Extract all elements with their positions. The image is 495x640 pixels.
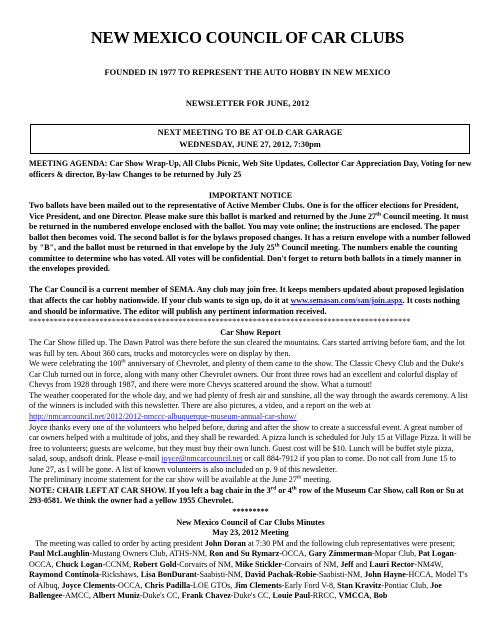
car-show-text-1: The Car Show filled up. The Dawn Patrol was there before the sun cleared the mountains. Cars started arriving before 6am, and the lot was full by ten. About 360 cars, trucks and motorcycles were on display by then.	[29, 338, 465, 358]
joyce-email-link[interactable]: joyce@nmcarcouncil.net	[161, 454, 243, 464]
chair-note: NOTE: CHAIR LEFT AT CAR SHOW. If you left a bag chair in the 3rd or 4th row of the Museum Car Show, call Ron or Su at 293-0581. We think the owner had a yellow 1955 Chevrolet.	[29, 485, 464, 506]
newsletter-date: NEWSLETTER FOR JUNE, 2012	[185, 99, 310, 108]
car-show-text-2: We were celebrating the 100th anniversary of Chevrolet, and plenty of them came to the show. The Classic Chevy Club and the Duke's Car Club turned out in force, along with many other Chevrolet owners. Our front three rows had an excellent and colorful display of Chevys from 1928 through 1987, and there were more Chevys scattered around the show. What a turnout!	[29, 358, 464, 390]
car-show-report-link[interactable]: http://nmcarcouncil.net/2012/2012-nmccc-albuquerque-museum-annual-car-show/	[29, 412, 297, 422]
sema-join-link[interactable]: www.semasan.com/san/join.aspx	[290, 296, 403, 306]
founding-subtitle: FOUNDED IN 1977 TO REPRESENT THE AUTO HOBBY IN NEW MEXICO	[104, 68, 391, 77]
sema-paragraph: The Car Council is a current member of SEMA. Any club may join free. It keeps members updated about proposed legislation that affects the car hobby nationwide. If your club wants to sign up, do it at www.semasan.com/san/join.aspx. It costs nothing and should be informative. The editor will publish any pertinent information received.	[29, 285, 464, 316]
section-divider: *********	[232, 506, 269, 516]
car-show-text-5: The preliminary income statement for the car show will be available at the June 27th meeting.	[29, 474, 332, 485]
minutes-heading: New Mexico Council of Car Clubs Minutes	[176, 517, 325, 527]
minutes-text: The meeting was called to order by acting president John Doran at 7:30 PM and the following club representatives were present; Paul McLaughlin-Mustang Owners Club, ATHS-NM, Ron and Su Rymarz-OCCA, Gary Zimmerman-Mopar Club, Pat Logan-OCCA, Chuck Logan-CCNM, Robert Gold-Corvairs of NM, Mike Stickler-Corvairs of NM, Jeff and Lauri Rector-NM4W, Raymond Continola-Rickshaws, Lisa BonDurant-Saabisti-NM, David Pachak-Robie-Saabisti-NM, John Hayne-HCCA, Model T's of Albuq, Joyce Clements-OCCA, Chris Padilla-LOE GTOs, Jim Clements-Early Ford V-8, Stan Kravitz-Pontiac Club, Joe Ballengee-AMCC, Albert Muniz-Duke's CC, Frank Chavez-Duke's CC, Louie Paul-RRCC, VMCCA, Bob	[29, 538, 470, 601]
meeting-agenda: MEETING AGENDA: Car Show Wrap-Up, All Clubs Picnic, Web Site Updates, Collector Car Appreciation Day, Voting for new officers & director, By-law Changes to be returned by July 25	[29, 159, 472, 179]
newsletter-body	[29, 159, 472, 602]
notice-heading: IMPORTANT NOTICE	[208, 190, 293, 200]
car-show-text-3: The weather cooperated for the whole day, and we had plenty of fresh air and sunshine, all the way through the awards ceremony. A list of the winners is included with this newsletter. There are also pictures, a video, and a report on the web at http://nmcarcouncil.net/2012/2012-nmccc-albuquerque-museum-annual-car-show/	[29, 390, 468, 422]
car-show-heading: Car Show Report	[220, 327, 281, 337]
minutes-date: May 23, 2012 Meeting	[212, 528, 289, 538]
car-show-text-4: Joyce thanks every one of the volunteers who helped before, during and after the show to create a successful event. A great number of car owners helped with a multitude of jobs, and they shall be rewarded. A pizza lunch is scheduled for July 15 at Village Pizza. It will be free to volunteers; guests are welcome, but they must buy their own lunch. Guest cost will be $10. Lunch will be buffet style pizza, salad, soup, andsoft drink. Please e-mail joyce@nmcarcouncil.net or call 884-7912 if you plan to come. Do not call from June 15 to June 27, as I will be gone. A list of known volunteers is also included on p. 9 of this newsletter.	[29, 422, 471, 474]
next-meeting-datetime: WEDNESDAY, JUNE 27, 2012, 7:30pm	[179, 140, 321, 149]
star-divider: ********************************************************************************************	[29, 317, 411, 327]
next-meeting-box	[30, 124, 470, 154]
page-title: NEW MEXICO COUNCIL OF CAR CLUBS	[90, 28, 405, 47]
next-meeting-location: NEXT MEETING TO BE AT OLD CAR GARAGE	[157, 128, 343, 137]
notice-paragraph: Two ballots have been mailed out to the representative of Active Member Clubs. One is for the officer elections for President, Vice President, and one Director. Please make sure this ballot is marked and returned by the June 27th Council meeting. It must be returned in the numbered envelope enclosed with the ballot. You may vote online; the instructions are enclosed. The paper ballot then becomes void. The second ballot is for the bylaws proposed changes. It has a return envelope with a number followed by "B", and the ballot must be returned in that envelope by the July 25th Council meeting. The numbers enable the counting committee to determine who has voted. All votes will be confidential. Don't forget to return both ballots in a timely manner in the envelopes provided.	[29, 201, 471, 274]
